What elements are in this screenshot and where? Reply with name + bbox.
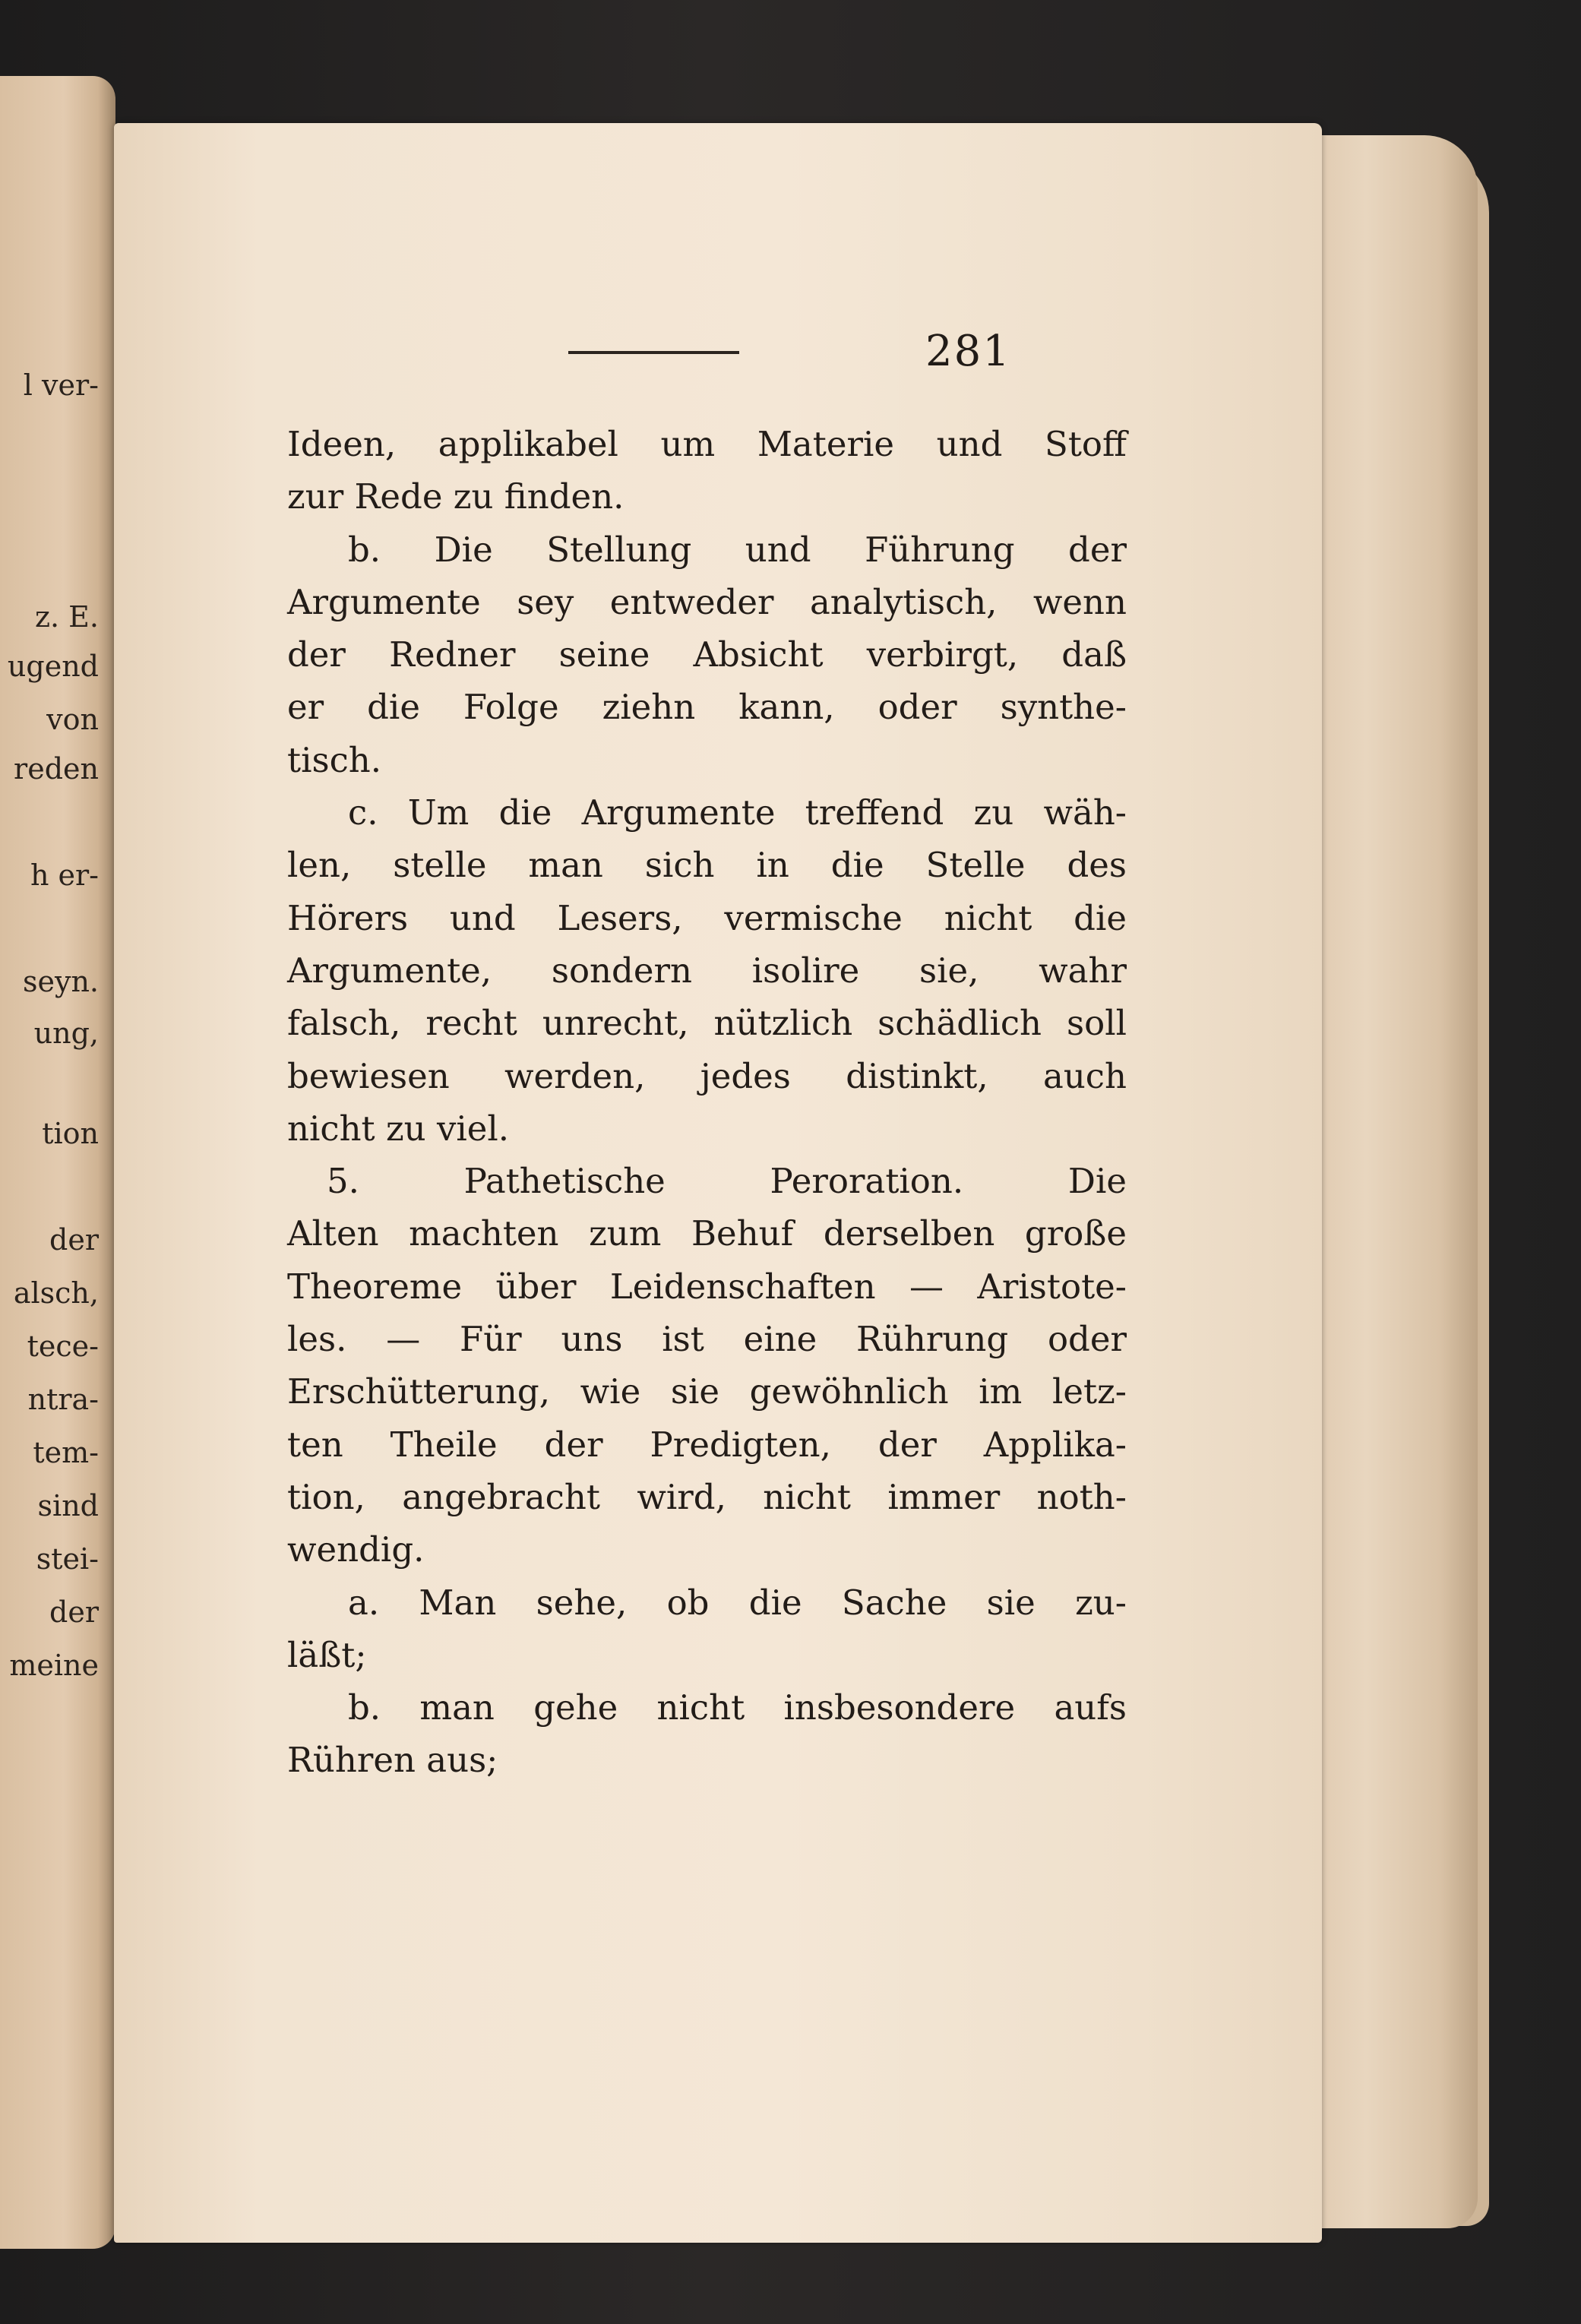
text-line: Rühren aus; <box>287 1740 498 1781</box>
previous-page-text-fragment: sind <box>37 1489 99 1522</box>
previous-page-text-fragment: ung, <box>33 1017 99 1050</box>
previous-page-text-fragment: von <box>46 703 99 736</box>
text-line: Argumente sey entweder analytisch, wenn <box>287 581 1127 622</box>
previous-page-text-fragment: tece- <box>27 1330 99 1363</box>
text-line: b. man gehe nicht insbesondere aufs <box>348 1687 1127 1728</box>
previous-page-edge <box>0 76 115 2249</box>
previous-page-text-fragment: tem- <box>33 1436 99 1469</box>
text-line: tisch. <box>287 739 382 780</box>
text-line: a. Man sehe, ob die Sache sie zu- <box>348 1582 1127 1623</box>
text-line: b. Die Stellung und Führung der <box>348 529 1127 570</box>
previous-page-text-fragment: tion <box>42 1117 99 1150</box>
text-line: zur Rede zu finden. <box>287 476 624 517</box>
previous-page-text-fragment: stei- <box>36 1542 99 1576</box>
previous-page-text-fragment: meine <box>9 1649 99 1682</box>
text-line: Ideen, applikabel um Materie und Stoff <box>287 424 1127 464</box>
previous-page-text-fragment: l ver- <box>23 368 99 402</box>
text-line: falsch, recht unrecht, nützlich schädlich soll <box>287 1003 1127 1044</box>
text-line: nicht zu viel. <box>287 1108 510 1149</box>
text-line: Alten machten zum Behuf derselben große <box>287 1213 1127 1254</box>
text-line: Hörers und Lesers, vermische nicht die <box>287 897 1127 938</box>
page-body-text <box>287 418 1127 1787</box>
text-line: läßt; <box>287 1634 367 1675</box>
text-line: len, stelle man sich in die Stelle des <box>287 845 1127 886</box>
text-line: wendig. <box>287 1529 425 1570</box>
text-line: ten Theile der Predigten, der Applika- <box>287 1424 1127 1465</box>
previous-page-text-fragment: alsch, <box>13 1276 99 1310</box>
text-line: les. — Für uns ist eine Rührung oder <box>287 1319 1127 1360</box>
header-rule <box>568 351 739 354</box>
text-line: er die Folge ziehn kann, oder synthe- <box>287 687 1127 728</box>
previous-page-text-fragment: seyn. <box>22 965 99 998</box>
text-line: Erschütterung, wie sie gewöhnlich im letz- <box>287 1371 1127 1412</box>
previous-page-text-fragment: h er- <box>30 858 99 892</box>
previous-page-text-fragment: ntra- <box>27 1383 99 1416</box>
book-page <box>114 123 1322 2243</box>
text-line: der Redner seine Absicht verbirgt, daß <box>287 634 1127 675</box>
text-line: tion, angebracht wird, nicht immer noth- <box>287 1476 1127 1517</box>
text-line: c. Um die Argumente treffend zu wäh- <box>348 792 1127 833</box>
text-line: bewiesen werden, jedes distinkt, auch <box>287 1055 1127 1096</box>
previous-page-text-fragment: der <box>49 1223 99 1257</box>
page-number: 281 <box>925 327 1011 376</box>
previous-page-text-fragment: der <box>49 1595 99 1629</box>
text-line: Argumente, sondern isolire sie, wahr <box>287 950 1127 991</box>
previous-page-text-fragment: z. E. <box>35 600 99 634</box>
previous-page-text-fragment: reden <box>14 752 99 786</box>
text-line: Theoreme über Leidenschaften — Aristote- <box>287 1266 1127 1307</box>
previous-page-text-fragment: ugend <box>7 650 99 683</box>
text-line: 5. Pathetische Peroration. Die <box>327 1161 1127 1202</box>
